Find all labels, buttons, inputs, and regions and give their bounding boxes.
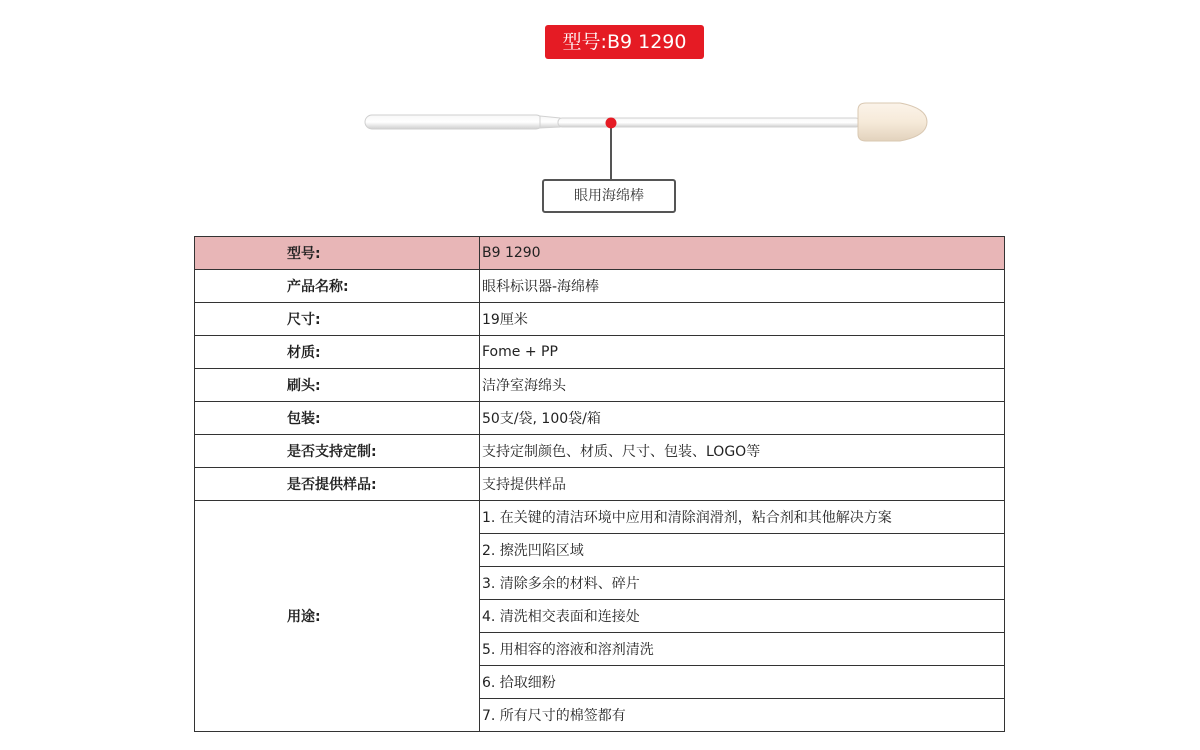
callout-label: 眼用海绵棒: [542, 179, 676, 213]
use-item: 7. 所有尺寸的棉签都有: [480, 699, 1005, 732]
use-item: 3. 清除多余的材料、碎片: [480, 567, 1005, 600]
spec-label: 型号:: [195, 237, 480, 270]
callout-marker-dot: [606, 118, 617, 129]
spec-label: 尺寸:: [195, 303, 480, 336]
spec-label: 产品名称:: [195, 270, 480, 303]
spec-label: 刷头:: [195, 369, 480, 402]
spec-value: 眼科标识器-海绵棒: [480, 270, 1005, 303]
table-row: [195, 303, 1005, 336]
swab-foam-head: [858, 103, 927, 141]
spec-value: 支持定制颜色、材质、尺寸、包装、LOGO等: [480, 435, 1005, 468]
spec-value: 支持提供样品: [480, 468, 1005, 501]
spec-value: 洁净室海绵头: [480, 369, 1005, 402]
uses-label: 用途:: [195, 501, 480, 732]
table-row: [195, 237, 1005, 270]
spec-label: 包装:: [195, 402, 480, 435]
use-item: 4. 清洗相交表面和连接处: [480, 600, 1005, 633]
table-row: [195, 369, 1005, 402]
spec-value: 50支/袋, 100袋/箱: [480, 402, 1005, 435]
use-item: 2. 擦洗凹陷区域: [480, 534, 1005, 567]
table-row: [195, 435, 1005, 468]
model-badge-prefix: 型号: [562, 31, 601, 53]
table-row: [195, 336, 1005, 369]
spec-value: Fome + PP: [480, 336, 1005, 369]
spec-label: 是否提供样品:: [195, 468, 480, 501]
use-item: 1. 在关键的清洁环境中应用和清除润滑剂，粘合剂和其他解决方案: [480, 501, 1005, 534]
use-item: 6. 拾取细粉: [480, 666, 1005, 699]
table-row: [195, 402, 1005, 435]
use-item: 5. 用相容的溶液和溶剂清洗: [480, 633, 1005, 666]
spec-label: 是否支持定制:: [195, 435, 480, 468]
table-row: [195, 270, 1005, 303]
model-badge-number: B9 1290: [606, 31, 687, 53]
spec-value: B9 1290: [480, 237, 1005, 270]
table-row: [195, 501, 1005, 534]
spec-label: 材质:: [195, 336, 480, 369]
spec-table: [194, 236, 1005, 732]
spec-value: 19厘米: [480, 303, 1005, 336]
model-badge-separator: :: [600, 31, 607, 53]
table-row: [195, 468, 1005, 501]
